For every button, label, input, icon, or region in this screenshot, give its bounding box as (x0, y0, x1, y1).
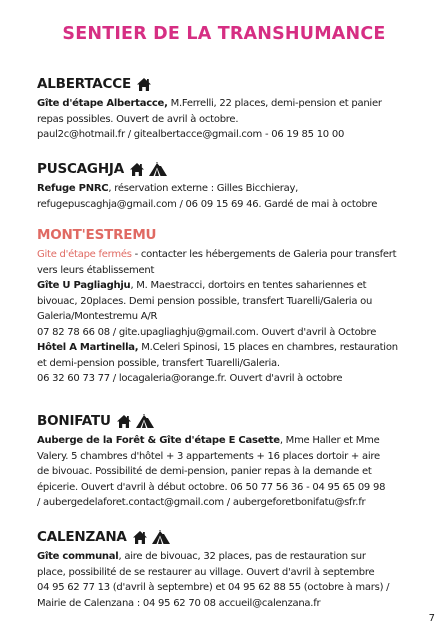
text-line: bivouac, 20places. Demi pension possible, transfert Tuarelli/Galeria ou (37, 295, 373, 307)
contact-line: Mairie de Calenzana : 04 95 62 70 08 accueil@calenzana.fr (37, 597, 321, 609)
section-calenzana (37, 528, 409, 611)
house-icon (116, 414, 132, 429)
page-title: SENTIER DE LA TRANSHUMANCE (62, 24, 386, 44)
tent-icon (135, 414, 155, 429)
text-line: Hôtel A Martinella, M.Celeri Spinosi, 15 places en chambres, restauration (37, 342, 398, 353)
contact-line: refugepuscaghja@gmail.com / 06 09 15 69 46. Gardé de mai à octobre (37, 198, 378, 210)
text-line: Valery. 5 chambres d'hôtel + 3 appartements + 16 places dortoir + aire (37, 450, 380, 462)
section-albertacce (37, 75, 409, 143)
section-title: MONT'ESTREMU (37, 227, 157, 243)
section-bonifatu (37, 412, 409, 511)
section-title: CALENZANA (37, 529, 127, 545)
text-line: Auberge de la Forêt & Gîte d'étape E Casette, Mme Haller et Mme (37, 435, 380, 446)
text-line: et demi-pension possible, transfert Tuarelli/Galeria. (37, 357, 280, 369)
text-line: Gite d'étape fermés - contacter les hébergements de Galeria pour transfert (37, 249, 397, 260)
text-line: Refuge PNRC, réservation externe : Gilles Bicchieray, (37, 183, 299, 194)
tent-icon (151, 530, 171, 545)
section-puscaghja (37, 160, 409, 212)
text-line: repas possibles. Ouvert de avril à octobre. (37, 113, 239, 125)
page-number: 7 (428, 613, 435, 624)
text-line: place, possibilité de se restaurer au village. Ouvert d'avril à septembre (37, 566, 375, 578)
text-line: Gîte U Pagliaghju, M. Maestracci, dortoirs en tentes sahariennes et (37, 280, 367, 291)
section-montestremu (37, 226, 409, 387)
text-line: vers leurs établissement (37, 264, 155, 276)
section-title: ALBERTACCE (37, 76, 131, 92)
section-title: PUSCAGHJA (37, 161, 124, 177)
house-icon (129, 162, 145, 177)
section-title: BONIFATU (37, 413, 111, 429)
tent-icon (148, 162, 168, 177)
contact-line: paul2c@hotmail.fr / gitealbertacce@gmail.com - 06 19 85 10 00 (37, 129, 345, 140)
house-icon (132, 530, 148, 545)
text-line: de bivouac. Possibilité de demi-pension, panier repas à la demande et (37, 466, 372, 477)
contact-line: 04 95 62 77 13 (d'avril à septembre) et 04 95 62 88 55 (octobre à mars) / (37, 582, 390, 593)
contact-line: / aubergedelaforet.contact@gmail.com / aubergeforetbonifatu@sfr.fr (37, 497, 366, 508)
text-line: Galeria/Montestremu A/R (37, 311, 158, 322)
text-line: Gîte communal, aire de bivouac, 32 places, pas de restauration sur (37, 551, 366, 562)
text-line: Gîte d'étape Albertacce, M.Ferrelli, 22 places, demi-pension et panier (37, 98, 382, 109)
contact-line: 07 82 78 66 08 / gite.upagliaghju@gmail.com. Ouvert d'avril à Octobre (37, 326, 377, 338)
house-icon (136, 77, 152, 92)
closed-notice: Gite d'étape fermés (37, 249, 132, 260)
contact-line: 06 32 60 73 77 / locagaleria@orange.fr. Ouvert d'avril à octobre (37, 373, 343, 384)
text-line: épicerie. Ouvert d'avril à début octobre. 06 50 77 56 36 - 04 95 65 09 98 (37, 481, 386, 493)
